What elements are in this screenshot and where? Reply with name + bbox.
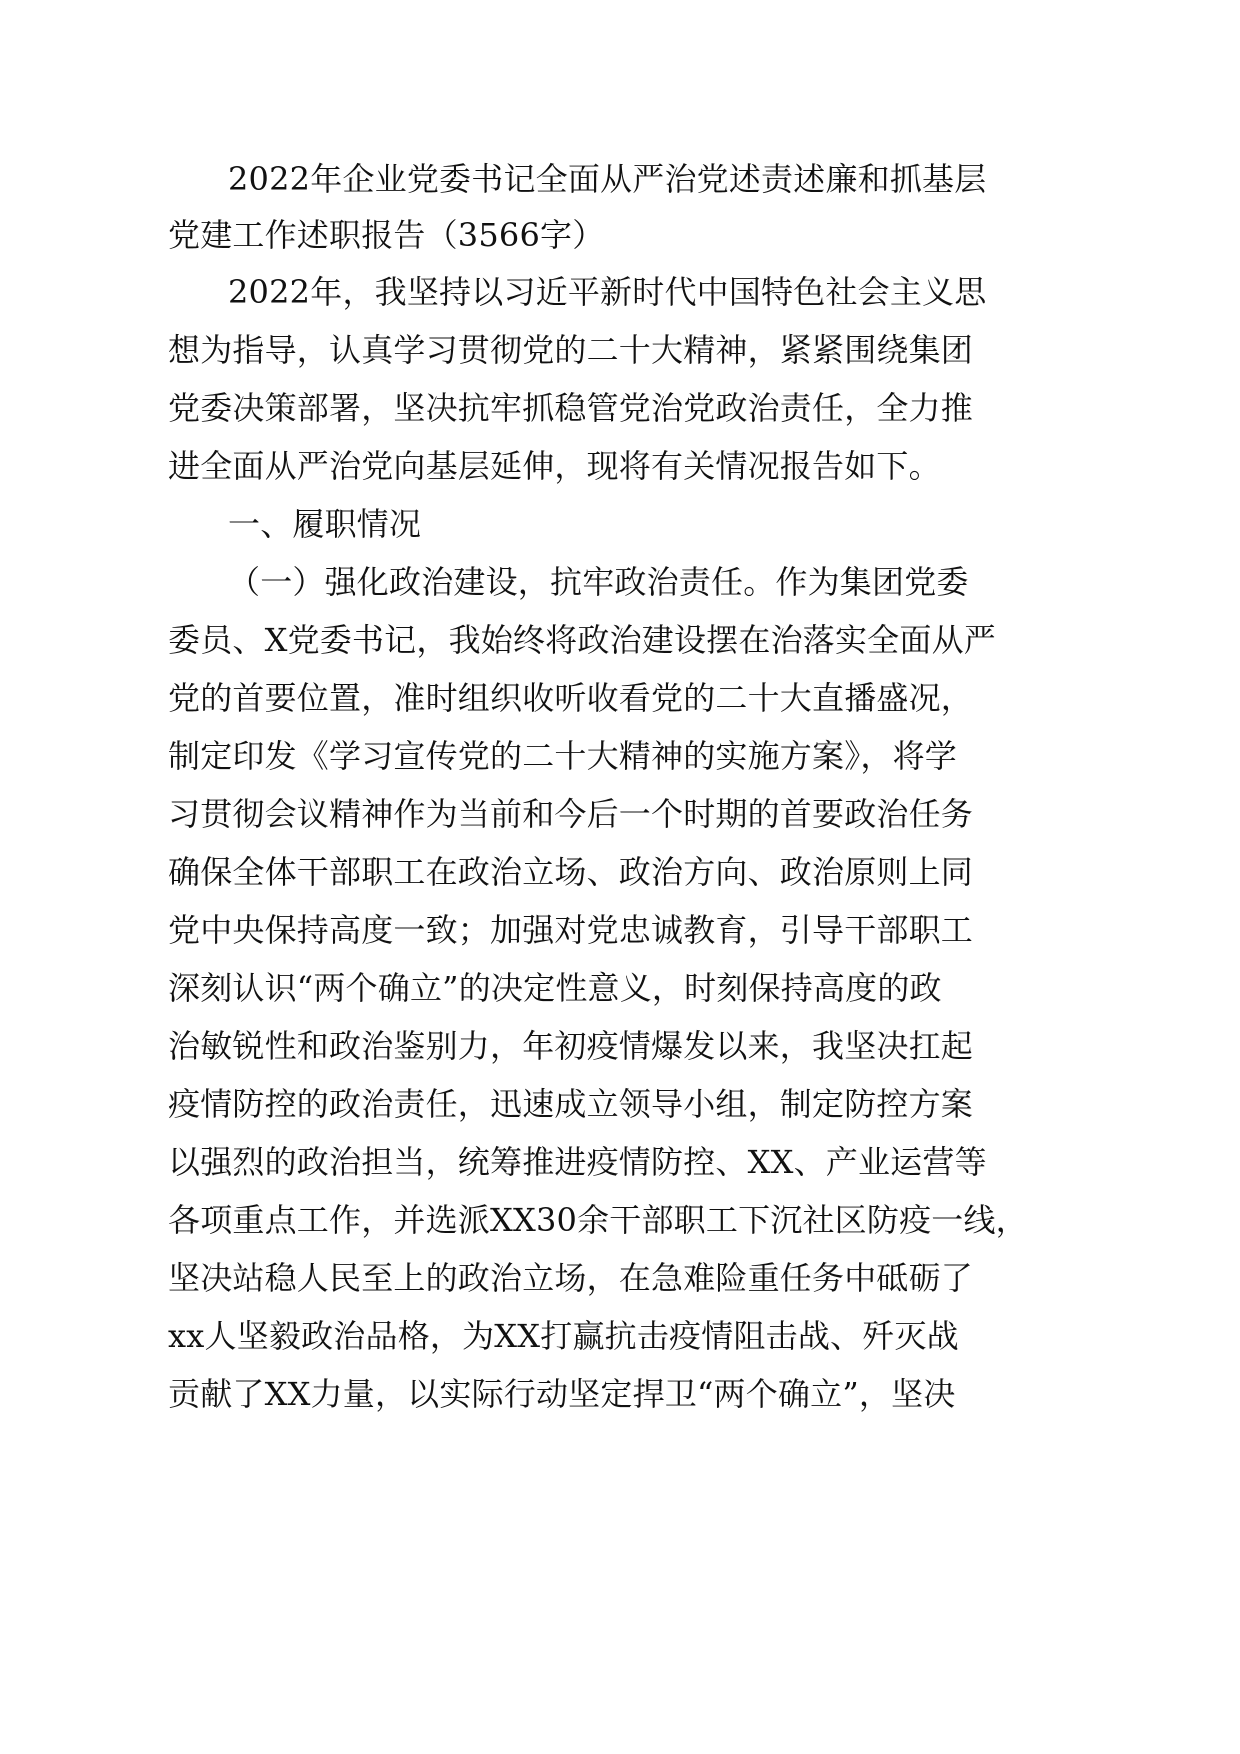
body-line-9: 治敏锐性和政治鉴别力，年初疫情爆发以来，我坚决扛起 [168, 1027, 974, 1065]
body-line-5: 习贯彻会议精神作为当前和今后一个时期的首要政治任务 [168, 795, 974, 833]
body-line-12: 各项重点工作，并选派XX30余干部职工下沉社区防疫一线， [168, 1201, 1028, 1239]
body-line-14: xx人坚毅政治品格，为XX打赢抗击疫情阻击战、歼灭战 [168, 1317, 959, 1355]
body-line-11: 以强烈的政治担当，统筹推进疫情防控、XX、产业运营等 [168, 1143, 987, 1181]
section-heading: 一、履职情况 [228, 505, 422, 543]
intro-line-1: 2022年，我坚持以习近平新时代中国特色社会主义思 [228, 273, 987, 311]
body-line-7: 党中央保持高度一致；加强对党忠诚教育，引导干部职工 [168, 911, 974, 949]
body-line-1: （一）强化政治建设，抗牢政治责任。作为集团党委 [228, 563, 969, 601]
body-line-15: 贡献了XX力量，以实际行动坚定捍卫“两个确立”，坚决 [168, 1375, 956, 1413]
title-line-1: 2022年企业党委书记全面从严治党述责述廉和抓基层 [228, 160, 987, 198]
body-line-2: 委员、X党委书记，我始终将政治建设摆在治落实全面从严 [168, 621, 996, 659]
body-line-4: 制定印发《学习宣传党的二十大精神的实施方案》，将学 [168, 737, 958, 775]
body-line-6: 确保全体干部职工在政治立场、政治方向、政治原则上同 [168, 853, 974, 891]
body-line-13: 坚决站稳人民至上的政治立场，在急难险重任务中砥砺了 [168, 1259, 974, 1297]
body-line-3: 党的首要位置，准时组织收听收看党的二十大直播盛况， [168, 679, 974, 717]
body-line-10: 疫情防控的政治责任，迅速成立领导小组，制定防控方案 [168, 1085, 974, 1123]
intro-line-2: 想为指导，认真学习贯彻党的二十大精神，紧紧围绕集团 [168, 331, 974, 369]
intro-line-3: 党委决策部署，坚决抗牢抓稳管党治党政治责任，全力推 [168, 389, 974, 427]
intro-line-4: 进全面从严治党向基层延伸，现将有关情况报告如下。 [168, 447, 941, 485]
body-line-8: 深刻认识“两个确立”的决定性意义，时刻保持高度的政 [168, 969, 942, 1007]
title-line-2: 党建工作述职报告（3566字） [168, 216, 605, 254]
